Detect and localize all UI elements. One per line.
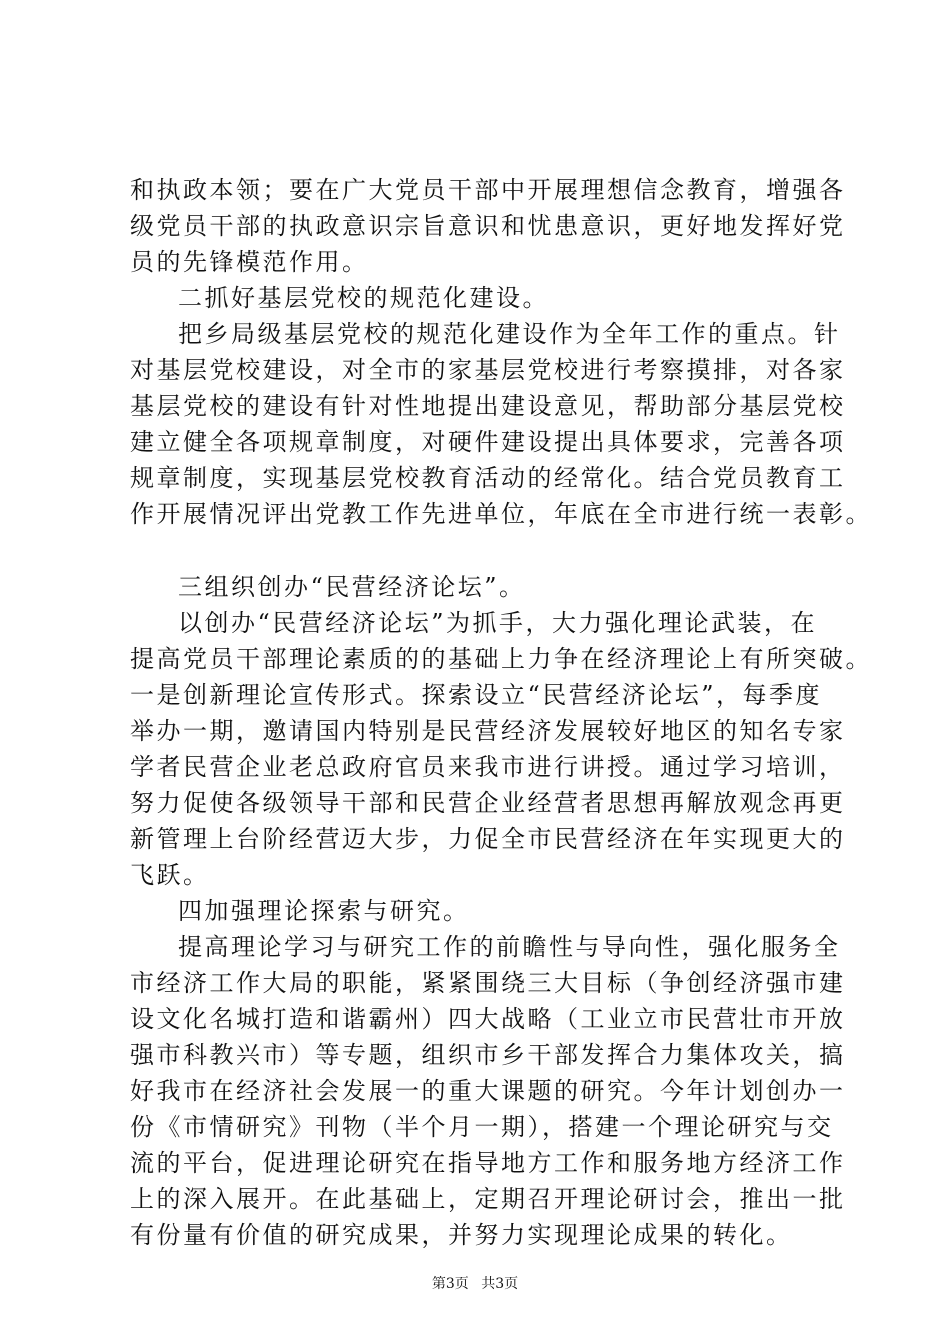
- page-footer: [0, 1274, 950, 1294]
- text-line: 作开展情况评出党教工作先进单位，年底在全市进行统一表彰。: [130, 500, 872, 528]
- text-line: 对基层党校建设，对全市的家基层党校进行考察摸排，对各家: [130, 356, 846, 384]
- page-number-total: 共3页: [481, 1276, 519, 1292]
- text-line: 强市科教兴市）等专题，组织市乡干部发挥合力集体攻关，搞: [130, 1041, 846, 1069]
- text-line: 员的先锋模范作用。: [130, 248, 369, 276]
- section-heading-4: 四加强理论探索与研究。: [178, 897, 470, 925]
- text-line: 规章制度，实现基层党校教育活动的经常化。结合党员教育工: [130, 464, 846, 492]
- text-line: 提高党员干部理论素质的的基础上力争在经济理论上有所突破。: [130, 645, 872, 673]
- section-heading-3: 三组织创办“民营经济论坛”。: [178, 573, 526, 601]
- text-line: 学者民营企业老总政府官员来我市进行讲授。通过学习培训，: [130, 753, 846, 781]
- text-line: 级党员干部的执政意识宗旨意识和忧患意识，更好地发挥好党: [130, 212, 846, 240]
- text-line: 新管理上台阶经营迈大步，力促全市民营经济在年实现更大的: [130, 825, 846, 853]
- text-line: 设文化名城打造和谐霸州）四大战略（工业立市民营壮市开放: [130, 1005, 846, 1033]
- text-line: 有份量有价值的研究成果，并努力实现理论成果的转化。: [130, 1221, 793, 1249]
- paragraph-gap: [130, 532, 850, 569]
- text-line: 基层党校的建设有针对性地提出建设意见，帮助部分基层党校: [130, 392, 846, 420]
- text-line: 努力促使各级领导干部和民营企业经营者思想再解放观念再更: [130, 789, 846, 817]
- text-line: 好我市在经济社会发展一的重大课题的研究。今年计划创办一: [130, 1077, 846, 1105]
- document-body: [130, 172, 872, 1253]
- text-line: 一是创新理论宣传形式。探索设立“民营经济论坛”，每季度: [130, 681, 823, 709]
- text-line: 份《市情研究》刊物（半个月一期），搭建一个理论研究与交: [130, 1113, 834, 1141]
- text-line: 把乡局级基层党校的规范化建设作为全年工作的重点。针: [178, 320, 841, 348]
- text-line: 以创办“民营经济论坛”为抓手，大力强化理论武装，在: [178, 609, 818, 637]
- text-line: 提高理论学习与研究工作的前瞻性与导向性，强化服务全: [178, 933, 841, 961]
- text-line: 举办一期，邀请国内特别是民营经济发展较好地区的知名专家: [130, 717, 846, 745]
- text-line: 和执政本领；要在广大党员干部中开展理想信念教育，增强各: [130, 176, 846, 204]
- section-heading-2: 二抓好基层党校的规范化建设。: [178, 284, 549, 312]
- text-line: 上的深入展开。在此基础上，定期召开理论研讨会，推出一批: [130, 1185, 846, 1213]
- text-line: 飞跃。: [130, 861, 210, 889]
- page-number-current: 第3页: [431, 1276, 469, 1292]
- text-line: 建立健全各项规章制度，对硬件建设提出具体要求，完善各项: [130, 428, 846, 456]
- text-line: 流的平台，促进理论研究在指导地方工作和服务地方经济工作: [130, 1149, 846, 1177]
- text-line: 市经济工作大局的职能，紧紧围绕三大目标（争创经济强市建: [130, 969, 846, 997]
